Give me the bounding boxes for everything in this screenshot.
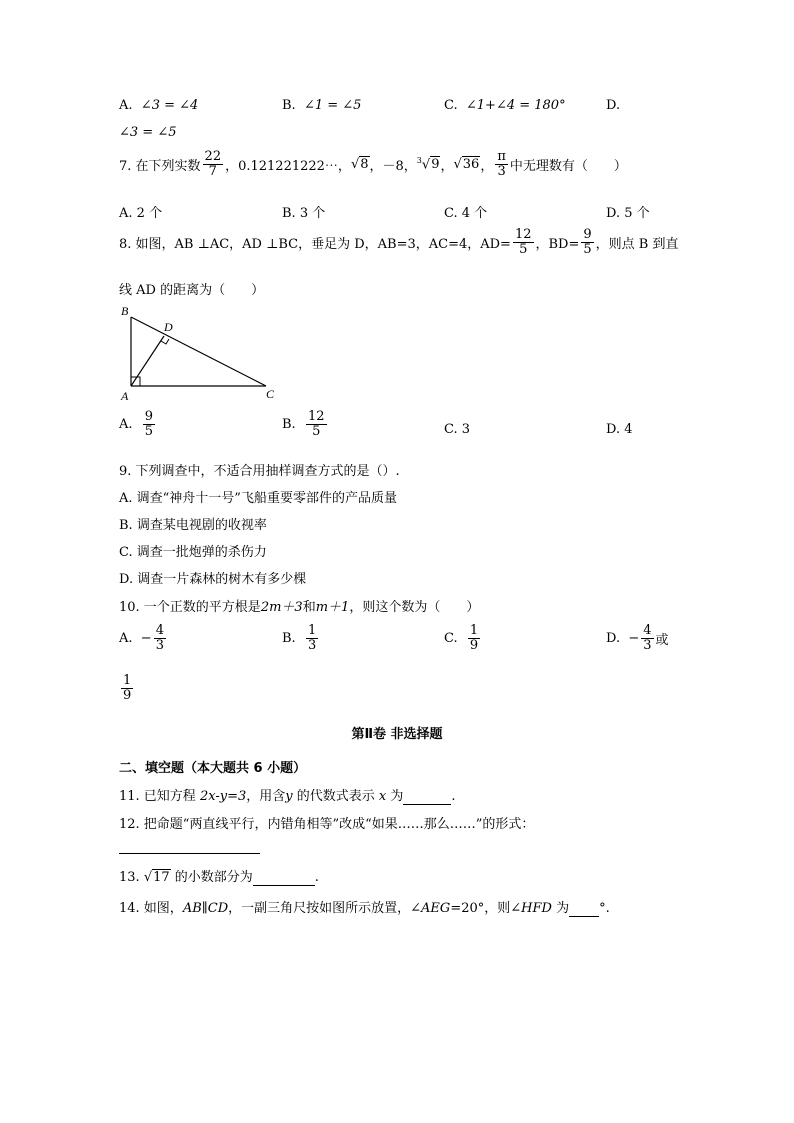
q8-option-d[interactable]: D. 4 [606,422,633,437]
q9-option-c[interactable]: C. 调查一批炮弹的杀伤力 [119,545,267,560]
fill-in-heading: 二、填空题（本大题共 6 小题） [119,761,307,776]
q11-answer-blank[interactable] [403,789,451,805]
q13-answer-blank[interactable] [253,870,315,886]
q9-option-d[interactable]: D. 调查一片森林的树木有多少棵 [119,572,307,587]
label-a: A [121,389,129,403]
q9-option-b[interactable]: B. 调查某电视剧的收视率 [119,518,267,533]
q7-cbrt9: $^3$√9 [416,155,440,173]
q7-sqrt36: √36 [453,156,480,172]
q7-sqrt8: √8 [350,156,369,172]
label-c: C [266,387,275,401]
q12-answer-blank[interactable] [119,853,260,854]
question-8-line2: 线 AD 的距离为（ ） [119,283,265,298]
q8-ad-fraction: $\frac{12}{5}$ [514,227,532,257]
q6-option-c[interactable]: C. ∠1+∠4 = 180° [444,98,566,113]
q9-option-a[interactable]: A. 调查“神舟十一号”飞船重要零部件的产品质量 [119,491,397,506]
segment-ad [131,336,164,386]
q8-option-b[interactable]: B. $\frac{12}{5}$ [282,409,325,439]
q8-bd-fraction: $\frac{9}{5}$ [583,227,592,257]
q6-option-d-label[interactable]: D. [606,98,621,113]
question-12: 12. 把命题“两直线平行，内错角相等”改成“如果……那么……”的形式： [119,817,535,832]
question-14: 14. 如图，AB∥CD，一副三角尺按如图所示放置，∠AEG=20°，则∠HFD 为 °. [119,901,610,916]
q10-option-d-continued: $\frac{1}{9}$ [123,673,132,703]
q7-pi-fraction: $\frac{\pi}{3}$ [497,149,506,179]
question-11: 11. 已知方程 2x-y=3，用含y 的代数式表示 x 为 . [119,789,456,804]
q10-option-a[interactable]: A. − $\frac{4}{3}$ [119,623,164,653]
q7-option-d[interactable]: D. 5 个 [606,206,650,221]
q7-option-b[interactable]: B. 3 个 [282,206,326,221]
segment-bc [131,317,266,386]
q10-option-d[interactable]: D. − $\frac{4}{3}$ 或 [606,623,669,653]
q6-option-d-text: ∠3 = ∠5 [119,125,177,140]
question-9-stem: 9. 下列调查中，不适合用抽样调查方式的是（）. [119,464,400,479]
q6-option-a[interactable]: A. ∠3 = ∠4 [119,98,199,113]
question-7: 7. 在下列实数 $\frac{22}{7}$ ，0.121221222⋯， √8 ，－8， $^3$√9 ， √36 ， $\frac{\pi}{3}$ 中无理数有（ ） [119,149,627,179]
q6-option-b[interactable]: B. ∠1 = ∠5 [282,98,362,113]
q8-triangle-figure [112,300,292,405]
question-8-line1: 8. 如图，AB ⊥AC，AD ⊥BC，垂足为 D，AB=3，AC=4，AD= $\frac{12}{5}$ ，BD= $\frac{9}{5}$ ，则点 B 到直 [119,227,679,257]
section-2-title: 第Ⅱ卷 非选择题 [351,727,443,742]
q10-option-b[interactable]: B. $\frac{1}{3}$ [282,623,317,653]
question-10: 10. 一个正数的平方根是2m＋3和m＋1，则这个数为（ ） [119,600,480,615]
label-b: B [121,304,129,318]
question-13: 13. √17 的小数部分为 . [119,870,319,885]
q14-answer-blank[interactable] [569,901,599,917]
q8-option-c[interactable]: C. 3 [444,422,471,437]
label-d: D [164,320,173,334]
q8-option-a[interactable]: A. $\frac{9}{5}$ [119,409,154,439]
q7-option-a[interactable]: A. 2 个 [119,206,163,221]
q7-option-c[interactable]: C. 4 个 [444,206,488,221]
q7-fraction: $\frac{22}{7}$ [204,149,222,179]
q10-option-c[interactable]: C. $\frac{1}{9}$ [444,623,479,653]
